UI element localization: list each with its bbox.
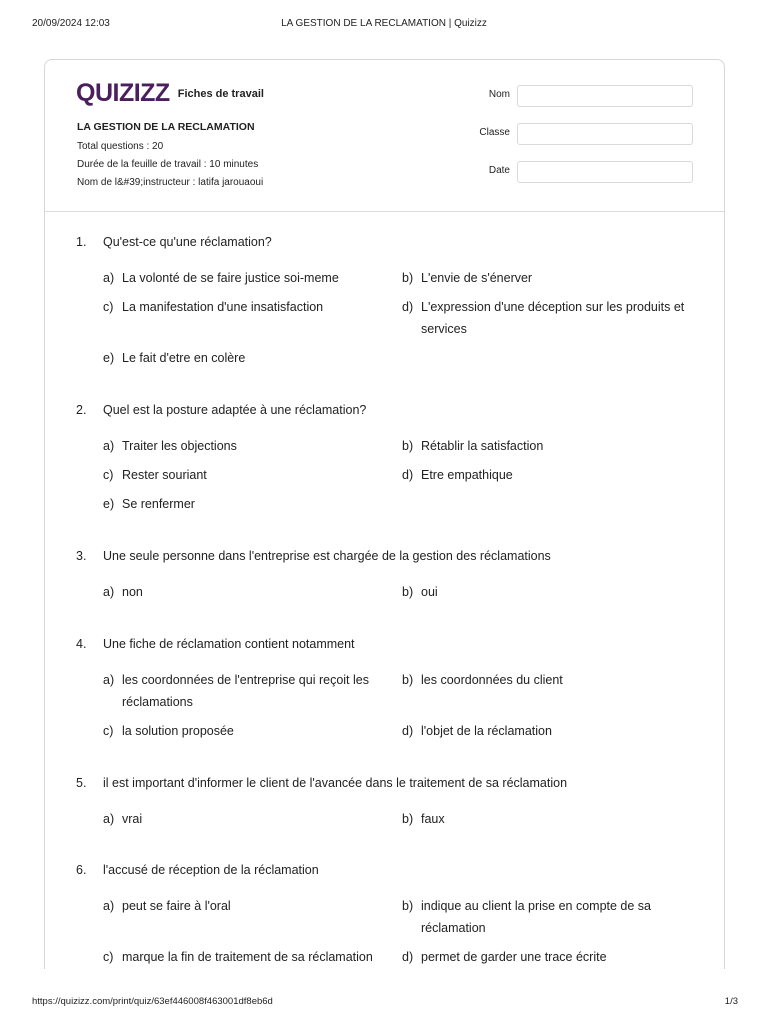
class-field [475, 123, 695, 145]
question-header [76, 861, 716, 879]
option-text: les coordonnées du client [421, 673, 563, 687]
option-1d [402, 296, 694, 340]
quizizz-logo [76, 80, 264, 106]
print-page-title: LA GESTION DE LA RECLAMATION | Quizizz [281, 18, 487, 29]
option-text: L'envie de s'énerver [421, 271, 533, 285]
option-2c [103, 464, 395, 486]
quiz-meta [77, 120, 437, 192]
question-text: Qu'est-ce qu'une réclamation? [103, 235, 272, 249]
option-letter: b) [402, 585, 414, 599]
quiz-title: LA GESTION DE LA RECLAMATION [77, 121, 255, 133]
option-text: La volonté de se faire justice soi-meme [122, 271, 339, 285]
class-field-label: Classe [479, 127, 510, 138]
option-letter: d) [402, 724, 414, 738]
option-letter: b) [402, 271, 414, 285]
option-5b [402, 808, 694, 830]
option-text: peut se faire à l'oral [122, 899, 231, 913]
option-text: L'expression d'une déception sur les produits et services [421, 300, 685, 336]
question-number: 4. [76, 637, 87, 651]
date-field-label: Date [488, 165, 510, 176]
option-2e [103, 493, 395, 515]
option-text: La manifestation d'une insatisfaction [122, 300, 324, 314]
instructor-name: Nom de l&#39;instructeur : latifa jarouaoui [77, 177, 264, 188]
option-3a [103, 581, 395, 603]
option-text: Se renfermer [122, 497, 195, 511]
option-letter: a) [103, 585, 115, 599]
question-text: Une fiche de réclamation contient notamment [103, 637, 355, 651]
option-1e [103, 347, 395, 369]
option-letter: a) [103, 812, 115, 826]
option-4a [103, 669, 395, 713]
question-number: 2. [76, 403, 87, 417]
name-input[interactable] [517, 85, 693, 107]
option-letter: d) [402, 468, 414, 482]
question-number: 6. [76, 863, 87, 877]
option-6c [103, 946, 399, 968]
class-input[interactable] [517, 123, 693, 145]
option-1c [103, 296, 395, 318]
option-text: vrai [122, 812, 143, 826]
total-questions: Total questions : 20 [77, 141, 164, 152]
option-letter: a) [103, 439, 115, 453]
worksheet-duration: Durée de la feuille de travail : 10 minutes [77, 159, 259, 170]
option-text: indique au client la prise en compte de sa réclamation [421, 899, 652, 935]
question-number: 3. [76, 549, 87, 563]
question-text: Une seule personne dans l'entreprise est chargée de la gestion des réclamations [103, 549, 551, 563]
option-4d [402, 720, 694, 742]
logo-wordmark: QUIZIZZ [76, 78, 170, 107]
option-letter: c) [103, 724, 114, 738]
date-field [475, 161, 695, 183]
option-letter: a) [103, 271, 115, 285]
option-letter: a) [103, 673, 115, 687]
question-header [76, 547, 716, 565]
option-4c [103, 720, 395, 742]
logo-subtitle: Fiches de travail [177, 88, 264, 100]
question-header [76, 233, 716, 251]
option-2b [402, 435, 694, 457]
print-page-number: 1/3 [724, 996, 738, 1007]
option-1a [103, 267, 395, 289]
option-1b [402, 267, 694, 289]
option-letter: c) [103, 950, 114, 964]
option-text: les coordonnées de l'entreprise qui reçoit les réclamations [122, 673, 369, 709]
option-text: la solution proposée [122, 724, 234, 738]
option-text: Rester souriant [122, 468, 207, 482]
print-footer [0, 996, 768, 1010]
option-text: oui [421, 585, 438, 599]
option-letter: b) [402, 812, 414, 826]
option-text: l'objet de la réclamation [421, 724, 552, 738]
option-letter: c) [103, 300, 114, 314]
option-6a [103, 895, 395, 917]
option-letter: e) [103, 497, 115, 511]
print-header [0, 18, 768, 32]
question-text: Quel est la posture adaptée à une réclamation? [103, 403, 367, 417]
option-letter: a) [103, 899, 115, 913]
print-datetime: 20/09/2024 12:03 [32, 18, 110, 29]
option-text: permet de garder une trace écrite [421, 950, 607, 964]
option-letter: b) [402, 439, 414, 453]
option-5a [103, 808, 395, 830]
option-text: faux [421, 812, 445, 826]
option-text: Le fait d'etre en colère [122, 351, 246, 365]
option-6d [402, 946, 694, 968]
option-text: Rétablir la satisfaction [421, 439, 544, 453]
option-letter: b) [402, 673, 414, 687]
option-letter: d) [402, 950, 414, 964]
question-text: il est important d'informer le client de l'avancée dans le traitement de sa réclamation [103, 776, 568, 790]
question-number: 1. [76, 235, 87, 249]
option-3b [402, 581, 694, 603]
question-header [76, 635, 716, 653]
option-letter: b) [402, 899, 414, 913]
option-text: marque la fin de traitement de sa réclamation [122, 950, 373, 964]
option-letter: c) [103, 468, 114, 482]
print-url: https://quizizz.com/print/quiz/63ef446008f463001df8eb6d [32, 996, 273, 1007]
name-field [475, 85, 695, 107]
option-6b [402, 895, 694, 939]
question-header [76, 774, 716, 792]
option-letter: e) [103, 351, 115, 365]
worksheet-header [45, 60, 724, 212]
option-4b [402, 669, 694, 691]
question-header [76, 401, 716, 419]
question-number: 5. [76, 776, 87, 790]
option-text: Traiter les objections [122, 439, 237, 453]
question-text: l'accusé de réception de la réclamation [103, 863, 319, 877]
option-text: Etre empathique [421, 468, 513, 482]
option-2d [402, 464, 694, 486]
option-2a [103, 435, 395, 457]
name-field-label: Nom [488, 89, 510, 100]
option-text: non [122, 585, 143, 599]
date-input[interactable] [517, 161, 693, 183]
option-letter: d) [402, 300, 414, 314]
